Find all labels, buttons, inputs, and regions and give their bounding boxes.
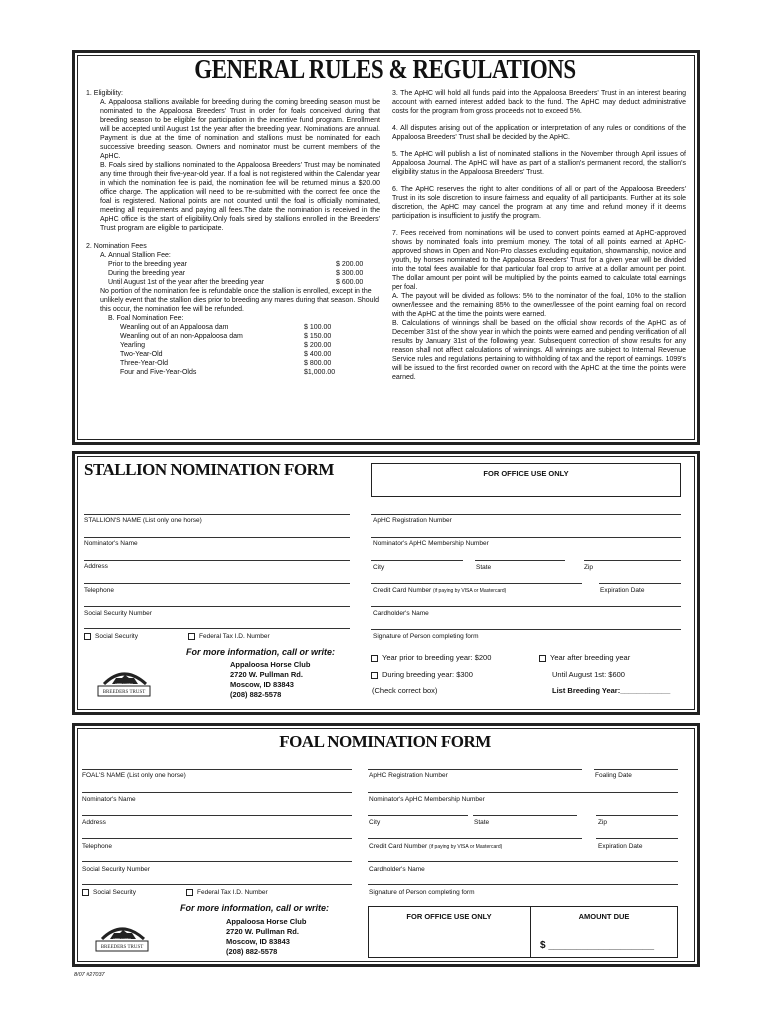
fee-label: Yearling — [120, 342, 146, 349]
address-label: Address — [84, 563, 108, 570]
state-label: State — [476, 564, 492, 571]
address-line-4: (208) 882-5578 — [226, 947, 278, 956]
fee-amount: $ 150.00 — [304, 333, 332, 340]
checkbox-icon — [84, 633, 91, 640]
rule-1a-text: A. Appaloosa stallions available for breeding during the coming breeding season must be nominated to the Appaloosa Breeders' Trust in order for foals conceived during that breeding season to be eligible for participation in the incentive fund program. Enrollment will be accepted until August 1st the year after the breeding year. Nominations are annual. Payment is due at the time of nomination and stallions must be nominated for each successive breeding season. Owners and nominator must be current members of the ApHC. — [100, 99, 380, 160]
rules-left-column — [86, 89, 380, 377]
logo-text: BREEDERS TRUST — [100, 945, 144, 950]
foal-telephone-label: Telephone — [82, 843, 112, 850]
ssn-label: Social Security Number — [84, 610, 152, 617]
logo-text-top: APPALOOSA — [112, 937, 132, 941]
foal-ssn-label: Social Security Number — [82, 866, 150, 873]
foal-office-label: FOR OFFICE USE ONLY — [406, 912, 492, 921]
rule-7a-text: A. The payout will be divided as follows: 5% to the nominator of the foal, 10% to the stallion owner/lessee and the remaining 85% to the owner/lessee of the point earning foal on record with the ApHC at the time the points were earned. — [392, 293, 686, 318]
fee-row — [120, 341, 340, 350]
more-info-text: For more information, call or write: — [186, 647, 336, 657]
foal-address-block — [226, 917, 306, 957]
ssn-bottom-line — [84, 628, 350, 629]
checkbox-icon — [188, 633, 195, 640]
fee-label: Until August 1st of the year after the breeding year — [108, 279, 265, 286]
rule-3-text: 3. The ApHC will hold all funds paid into the Appaloosa Breeders' Trust in an interest bearing account with earned interest added back to the fund. The ApHC may deduct administrative costs for the program from gross proceeds not to exceed 5%. — [392, 90, 686, 115]
fee-amount: $ 200.00 — [336, 261, 364, 268]
social-security-checkbox[interactable] — [84, 633, 138, 640]
foal-name-line[interactable] — [82, 769, 352, 770]
address-line-1: Appaloosa Horse Club — [230, 660, 311, 669]
credit-card-note: (if paying by VISA or Mastercard) — [428, 844, 503, 850]
zip-line[interactable] — [584, 560, 681, 561]
foal-telephone-line[interactable] — [82, 838, 352, 839]
foal-signature-line[interactable] — [368, 884, 678, 885]
fee-row — [108, 260, 380, 269]
city-label: City — [373, 564, 385, 571]
checkbox-icon — [82, 889, 89, 896]
federal-tax-checkbox[interactable] — [188, 633, 270, 640]
footer-code: 8/07 #27037 — [74, 972, 105, 978]
cardholder-line[interactable] — [371, 606, 681, 607]
address-line[interactable] — [84, 560, 350, 561]
checkbox-label: Year after breeding year — [550, 653, 631, 662]
during-year-checkbox[interactable] — [371, 670, 473, 679]
checkbox-icon — [371, 672, 378, 679]
registration-line[interactable] — [371, 514, 681, 515]
until-august-label: Until August 1st: $600 — [552, 670, 625, 679]
foal-city-line[interactable] — [368, 815, 468, 816]
fee-amount: $1,000.00 — [304, 369, 336, 376]
foal-ssn-line[interactable] — [82, 861, 352, 862]
fee-row — [120, 359, 340, 368]
rules-title: GENERAL RULES & REGULATIONS — [194, 54, 576, 84]
state-line[interactable] — [475, 560, 565, 561]
check-box-note: (Check correct box) — [372, 686, 438, 695]
address-line-2: 2720 W. Pullman Rd. — [226, 927, 299, 936]
rule-7-text: 7. Fees received from nominations will be used to convert points earned at ApHC-approved shows by nominated foals into premium money. The total of all points earned at ApHC-approved shows in Open and Non-Pro classes excluding equitation, showmanship, novice and youth, by horses nominated to the Appaloosa Breeders' Trust for a given year will be divided into the total fees available for that particular foal crop to arrive at a dollar amount per point. The dollar amount per point will be multiplied by the points earned to calculate total earnings per foal. — [392, 230, 686, 291]
fee-amount: $ 800.00 — [304, 360, 332, 367]
signature-label: Signature of Person completing form — [373, 633, 479, 640]
fee-amount: $ 300.00 — [336, 270, 364, 277]
foal-expiration-label: Expiration Date — [598, 843, 643, 850]
checkbox-label: Year prior to breeding year: $200 — [382, 653, 492, 662]
checkbox-label: Federal Tax I.D. Number — [199, 633, 270, 641]
foal-nominator-line[interactable] — [82, 792, 352, 793]
ssn-line[interactable] — [84, 606, 350, 607]
foal-cardholder-label: Cardholder's Name — [369, 866, 425, 873]
address-line-1: Appaloosa Horse Club — [226, 917, 307, 926]
foal-nominator-label: Nominator's Name — [82, 796, 136, 803]
fee-row — [120, 368, 340, 377]
telephone-line[interactable] — [84, 583, 350, 584]
foal-registration-line[interactable] — [368, 769, 582, 770]
fee-label: Prior to the breeding year — [108, 261, 187, 268]
address-line-4: (208) 882-5578 — [230, 690, 282, 699]
foal-ssn-bottom-line — [82, 884, 352, 885]
foal-form-title: FOAL NOMINATION FORM — [279, 732, 491, 751]
foal-state-label: State — [474, 819, 490, 826]
prior-year-checkbox[interactable] — [371, 653, 491, 662]
stallion-form-title: STALLION NOMINATION FORM — [84, 460, 334, 479]
foal-federal-tax-checkbox[interactable] — [186, 889, 268, 896]
fee-amount: $ 200.00 — [304, 342, 332, 349]
foaling-date-line[interactable] — [594, 769, 678, 770]
stallion-address-block — [230, 660, 310, 700]
fee-row — [120, 350, 340, 359]
fee-label: Weanling out of an non-Appaloosa dam — [120, 333, 243, 340]
foal-zip-label: Zip — [598, 819, 608, 826]
foal-expiration-line[interactable] — [596, 838, 678, 839]
foal-zip-line[interactable] — [596, 815, 678, 816]
rule-1-heading: 1. Eligibility: — [86, 90, 123, 97]
foal-city-label: City — [369, 819, 381, 826]
rule-6-text: 6. The ApHC reserves the right to alter conditions of all or part of the Appaloosa Breeders' Trust in its sole discretion to insure fairness and equality of all participants. Further at its sole discretion, the ApHC may cancel the program at any time and refund money if it deems participation is insufficient to justify the program. — [392, 186, 686, 220]
stallion-name-label: STALLION'S NAME (List only one horse) — [84, 517, 202, 524]
fee-amount: $ 100.00 — [304, 324, 332, 331]
foal-name-label: FOAL'S NAME (List only one horse) — [82, 772, 186, 779]
rule-2a-heading: A. Annual Stallion Fee: — [100, 252, 171, 259]
fee-label: Three-Year-Old — [120, 360, 168, 367]
fee-label: Four and Five-Year-Olds — [120, 369, 197, 376]
fee-label: During the breeding year — [108, 270, 186, 277]
foaling-date-label: Foaling Date — [595, 772, 632, 779]
credit-card-label-text: Credit Card Number — [369, 843, 428, 850]
foal-cardholder-line[interactable] — [368, 861, 678, 862]
rule-4-text: 4. All disputes arising out of the application or interpretation of any rules or conditions of the Appaloosa Breeders' Trust shall be decided by the ApHC. — [392, 125, 686, 141]
checkbox-label: Federal Tax I.D. Number — [197, 889, 268, 897]
fee-amount: $ 400.00 — [304, 351, 332, 358]
rule-7b-text: B. Calculations of winnings shall be based on the official show records of the ApHC as of December 31st of the show year in which the points were earned and pending verification of all results by January 31st of the following year. Subsequent correction of show results for any reason shall not affect calculations of winnings. All winnings are subject to Internal Revenue Service rules and regulations pertaining to withholding of tax and the report of earnings. 1099's will be issued to the first recorded owner on record with the ApHC at the time the points were earned. — [392, 320, 686, 381]
fee-label: Two-Year-Old — [120, 351, 163, 358]
membership-label: Nominator's ApHC Membership Number — [373, 540, 489, 547]
foal-address-label: Address — [82, 819, 106, 826]
fee-amount: $ 600.00 — [336, 279, 364, 286]
fee-row — [108, 269, 380, 278]
fee-label: Weanling out of an Appaloosa dam — [120, 324, 229, 331]
foal-breeders-trust-logo — [92, 917, 152, 953]
signature-line[interactable] — [371, 629, 681, 630]
logo-text: BREEDERS TRUST — [102, 690, 146, 695]
checkbox-icon — [186, 889, 193, 896]
telephone-label: Telephone — [84, 587, 114, 594]
checkbox-label: Social Security — [95, 633, 138, 641]
nominator-name-line[interactable] — [84, 537, 350, 538]
stallion-fee-table — [86, 260, 380, 287]
address-line-3: Moscow, ID 83843 — [230, 680, 294, 689]
foal-state-line[interactable] — [473, 815, 577, 816]
stallion-office-label: FOR OFFICE USE ONLY — [483, 469, 569, 478]
checkbox-label: Social Security — [93, 889, 136, 897]
rules-right-column — [392, 89, 686, 382]
fee-row — [120, 323, 340, 332]
amount-due-field[interactable]: $ ___________________ — [540, 940, 655, 951]
stallion-name-line[interactable] — [84, 514, 350, 515]
after-year-checkbox[interactable] — [539, 653, 630, 662]
list-breeding-year[interactable]: List Breeding Year:____________ — [552, 686, 671, 695]
foal-membership-label: Nominator's ApHC Membership Number — [369, 796, 485, 803]
foal-social-security-checkbox[interactable] — [82, 889, 136, 896]
foal-signature-label: Signature of Person completing form — [369, 889, 475, 896]
checkbox-icon — [371, 655, 378, 662]
rule-5-text: 5. The ApHC will publish a list of nominated stallions in the November through April issues of Appaloosa Journal. The ApHC will have as part of a stallion's permanent record, the stallion's eligibility status in the Appaloosa Breeders' Trust. — [392, 151, 686, 176]
amount-due-label: AMOUNT DUE — [578, 912, 630, 921]
fee-row — [120, 332, 340, 341]
breeders-trust-logo — [94, 662, 154, 698]
nominator-name-label: Nominator's Name — [84, 540, 138, 547]
foal-credit-card-label — [369, 843, 502, 850]
registration-label: ApHC Registration Number — [373, 517, 452, 524]
credit-card-label — [373, 587, 506, 594]
cardholder-label: Cardholder's Name — [373, 610, 429, 617]
checkbox-label: During breeding year: $300 — [382, 670, 473, 679]
expiration-label: Expiration Date — [600, 587, 645, 594]
foal-membership-line[interactable] — [368, 792, 678, 793]
rule-1b-text: B. Foals sired by stallions nominated to the Appaloosa Breeders' Trust may be nominated any time through their five-year-old year. If a foal is not registered within the Calendar year in which the nomination fee is paid, the nomination fee will be returned minus a $20.00 office charge. The application will need to be re-submitted with the correct fee once the foal is registered. National points are not counted until the foal is officially nominated, meeting all requirements and paying all fees.The date the nomination is received in the ApHC office is the start of eligibility.Only foals sired by stallions enrolled in the Breeders' Trust program are eligible to participate. — [100, 162, 380, 232]
address-line-3: Moscow, ID 83843 — [226, 937, 290, 946]
logo-text-top: APPALOOSA — [114, 682, 134, 686]
address-line-2: 2720 W. Pullman Rd. — [230, 670, 303, 679]
credit-card-note: (if paying by VISA or Mastercard) — [432, 588, 507, 594]
checkbox-icon — [539, 655, 546, 662]
membership-line[interactable] — [371, 537, 681, 538]
foal-address-line[interactable] — [82, 815, 352, 816]
foal-registration-label: ApHC Registration Number — [369, 772, 448, 779]
foal-more-info-text: For more information, call or write: — [180, 903, 330, 913]
rule-2-note: No portion of the nomination fee is refundable once the stallion is enrolled, except in the unlikely event that the stallion dies prior to breeding any mares during that season. Should this occur, the nomination fee will be refunded. — [100, 288, 380, 313]
zip-label: Zip — [584, 564, 594, 571]
credit-card-label-text: Credit Card Number — [373, 587, 432, 594]
expiration-line[interactable] — [599, 583, 681, 584]
city-line[interactable] — [371, 560, 463, 561]
foal-fee-table — [86, 323, 380, 377]
credit-card-line[interactable] — [371, 583, 582, 584]
fee-row — [108, 278, 380, 287]
rule-2b-heading: B. Foal Nomination Fee: — [108, 315, 184, 322]
foal-credit-card-line[interactable] — [368, 838, 582, 839]
rule-2-heading: 2. Nomination Fees — [86, 243, 147, 250]
